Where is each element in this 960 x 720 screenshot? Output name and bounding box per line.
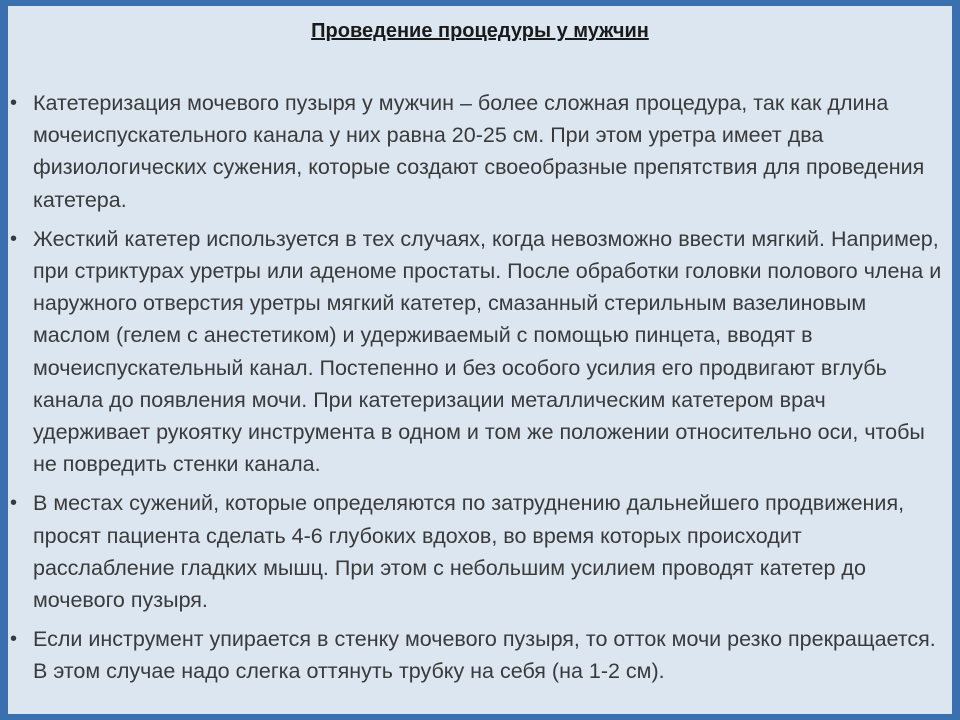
bullet-icon: • <box>10 227 18 250</box>
bullet-icon: • <box>10 92 18 114</box>
bullet-item-1 <box>8 87 952 216</box>
bullet-text: Если инструмент упирается в стенку мочевого пузыря, то отток мочи резко прекращается. В этом случае надо слегка оттянуть трубку на себя (на 1-2 см). <box>33 627 936 684</box>
bullet-icon: • <box>10 628 18 651</box>
bullet-item-3 <box>8 487 952 616</box>
bullet-icon: • <box>10 492 18 515</box>
bullet-item-2 <box>8 223 952 481</box>
bullet-text: Катетеризация мочевого пузыря у мужчин – более сложная процедура, так как длина мочеиспускательного канала у них равна 20-25 см. При этом уретра имеет два физиологических сужения, которые создают своеобразные препятствия для проведения катетера. <box>33 91 925 212</box>
slide-title: Проведение процедуры у мужчин <box>311 20 649 42</box>
bullet-item-4 <box>8 623 952 687</box>
bullet-list <box>8 87 952 695</box>
slide-content <box>8 6 952 714</box>
bullet-text: В местах сужений, которые определяются по затруднению дальнейшего продвижения, просят пациента сделать 4-6 глубоких вдохов, во время которых происходит расслабление гладких мышц. При этом с небольшим усилием проводят катетер до мочевого пузыря. <box>33 491 905 613</box>
bullet-text: Жесткий катетер используется в тех случаях, когда невозможно ввести мягкий. Например, при стриктурах уретры или аденоме простаты. После обработки головки полового члена и наружного отверстия уретры мягкий катетер, смазанный стерильным вазелиновым маслом (гелем с анестетиком) и удерживаемый с помощью пинцета, вводят в мочеиспускательный канал. Постепенно и без особого усилия его продвигают вглубь канала до появления мочи. При катетеризации металлическим катетером врач удерживает рукоятку инструмента в одном и том же положении относительно оси, чтобы не повредить стенки канала. <box>33 226 942 477</box>
